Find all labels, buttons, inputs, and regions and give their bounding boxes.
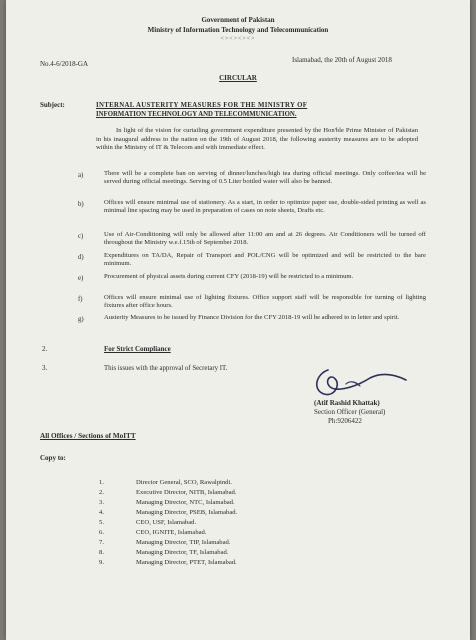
copy-to-recipient: Managing Director, TF, Islamabad. xyxy=(136,549,229,556)
signature xyxy=(306,360,416,402)
paragraph-2-number: 2. xyxy=(42,345,48,353)
measure-letter: d) xyxy=(78,254,84,261)
issue-date: Islamabad, the 20th of August 2018 xyxy=(292,56,392,64)
header-government: Government of Pakistan xyxy=(201,16,275,24)
copy-to-number: 7. xyxy=(99,539,104,546)
header-ornament: <><><><> xyxy=(220,36,256,42)
measure-text: Use of Air-Conditioning will only be allowed after 11:00 am and at 26 degrees. Air Conditioners will be turned off throughout the Ministry w.e.f.15th of September 2018. xyxy=(104,231,426,247)
intro-paragraph: In light of the vision for curtailing government expenditure presented by the Hon'ble Prime Minister of Pakistan in his inaugural address to the nation on the 19th of August 2018, the following austerity measures are to be adopted within the Ministry of IT & Telecom and with immediate effect. xyxy=(96,127,418,152)
copy-to-number: 4. xyxy=(99,509,104,516)
strict-compliance: For Strict Compliance xyxy=(104,345,171,353)
copy-to-recipient: CEO, USF, Islamabad. xyxy=(136,519,197,526)
copy-to-number: 3. xyxy=(99,499,104,506)
measure-text: There will be a complete ban on serving of dinner/lunches/high tea during official meetings. Only coffee/tea will be served during official meetings. Serving of 0.5 Liter bottled water will also be banned. xyxy=(104,170,426,186)
copy-to-recipient: Managing Director, TIP, Islamabad. xyxy=(136,539,231,546)
copy-to-recipient: Director General, SCO, Rawalpindi. xyxy=(136,479,232,486)
reference-number: No.4-6/2018-GA xyxy=(40,60,89,68)
approval-note: This issues with the approval of Secretary IT. xyxy=(104,365,228,372)
recipients-heading: All Offices / Sections of MoITT xyxy=(40,432,136,440)
measure-letter: c) xyxy=(78,233,84,240)
measure-text: Offices will ensure minimal use of stationery. As a start, in order to optimize paper use, double-sided printing as well as minimal line spacing may be used in preparation of cases on note sheets, Drafts etc. xyxy=(104,199,426,215)
measure-letter: f) xyxy=(78,296,83,303)
copy-to-number: 2. xyxy=(99,489,104,496)
copy-to-recipient: Managing Director, NTC, Islamabad. xyxy=(136,499,235,506)
copy-to-recipient: CEO, IGNITE, Islamabad. xyxy=(136,529,207,536)
document-title: CIRCULAR xyxy=(219,74,257,82)
measure-letter: e) xyxy=(78,275,84,282)
copy-to-label: Copy to: xyxy=(40,454,66,462)
document-page xyxy=(6,0,470,640)
copy-to-number: 1. xyxy=(99,479,104,486)
paragraph-3-number: 3. xyxy=(42,364,48,372)
subject-line-2: INFORMATION TECHNOLOGY AND TELECOMMUNICATION. xyxy=(96,111,297,118)
measure-text: Expenditures on TA/DA, Repair of Transport and POL/CNG will be optimized and will be restricted to the bare minimum. xyxy=(104,252,426,268)
measure-text: Austerity Measures to be issued by Finance Division for the CFY 2018-19 will be adhered to in letter and spirit. xyxy=(104,314,400,321)
header-ministry: Ministry of Information Technology and Telecommunication xyxy=(147,26,329,34)
copy-to-number: 8. xyxy=(99,549,104,556)
signatory-name: (Atif Rashid Khattak) xyxy=(314,399,380,407)
measure-text: Offices will ensure minimal use of lighting fixtures. Office support staff will be responsible for turning of lighting fixtures after office hours. xyxy=(104,294,426,310)
copy-to-recipient: Executive Director, NITB, Islamabad. xyxy=(136,489,237,496)
measure-letter: b) xyxy=(78,201,84,208)
signatory-designation: Section Officer (General) xyxy=(314,408,386,416)
copy-to-number: 5. xyxy=(99,519,104,526)
copy-to-recipient: Managing Director, PSEB, Islamabad. xyxy=(136,509,238,516)
subject-label: Subject: xyxy=(40,101,65,109)
measure-letter: g) xyxy=(78,316,84,323)
signatory-phone: Ph:9206422 xyxy=(328,417,362,425)
copy-to-recipient: Managing Director, PTET, Islamabad. xyxy=(136,559,237,566)
measure-letter: a) xyxy=(78,172,84,179)
copy-to-number: 9. xyxy=(99,559,104,566)
subject-line-1: INTERNAL AUSTERITY MEASURES FOR THE MINISTRY OF xyxy=(96,102,308,109)
measure-text: Procurement of physical assets during current CFY (2018-19) will be restricted to a minimum. xyxy=(104,273,354,280)
copy-to-number: 6. xyxy=(99,529,104,536)
